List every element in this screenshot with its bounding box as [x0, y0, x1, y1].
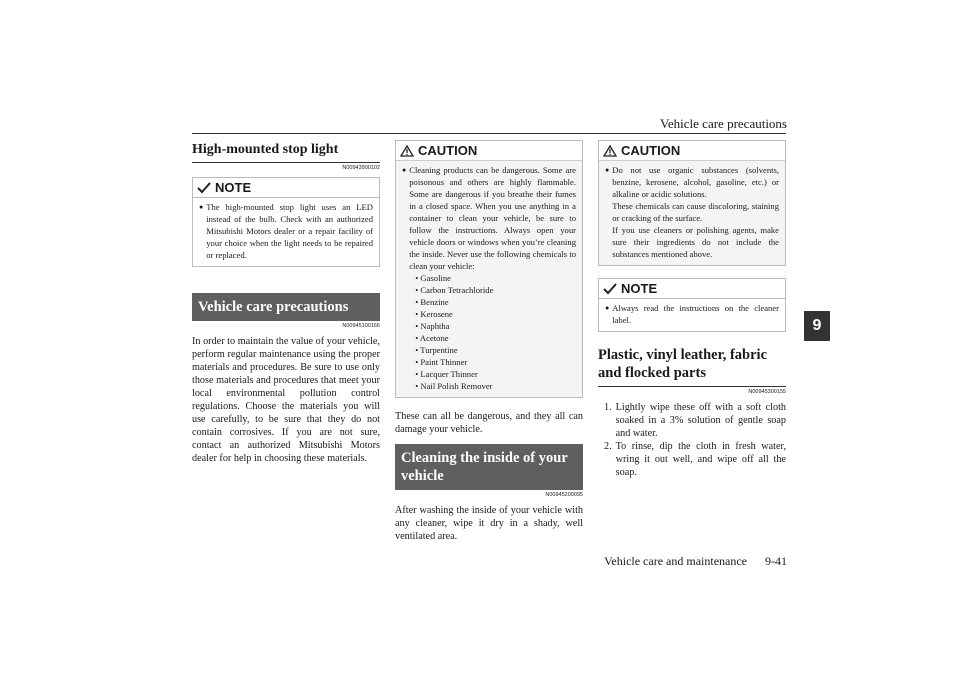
warning-triangle-icon — [603, 145, 617, 157]
chemical-item: • Nail Polish Remover — [415, 380, 576, 392]
page-footer — [604, 554, 787, 569]
note-title-label: NOTE — [215, 180, 252, 195]
step-item — [598, 440, 786, 479]
inside-heading: Cleaning the inside of your vehicle — [395, 444, 583, 490]
stop-light-heading: High-mounted stop light — [192, 140, 380, 163]
footer-section: Vehicle care and maintenance — [604, 554, 747, 568]
checkmark-icon — [197, 182, 211, 194]
page-number: 9-41 — [765, 554, 787, 568]
column-2 — [395, 140, 583, 551]
note-bullet — [605, 302, 779, 326]
plastic-steps — [598, 401, 786, 479]
bullet-icon: ● — [199, 203, 204, 211]
caution-title — [599, 141, 785, 161]
note-title-label: NOTE — [621, 281, 658, 296]
note-text: The high-mounted stop light uses an LED instead of the bulb. Check with an authorized Mitsubishi Motors dealer or a repair facility of your choice when the light needs to be repaired or replaced. — [206, 202, 373, 260]
note-box-stop-light — [192, 177, 380, 267]
warning-triangle-icon — [400, 145, 414, 157]
note-title — [599, 279, 785, 299]
chemical-item: • Paint Thinner — [415, 356, 576, 368]
checkmark-icon — [603, 283, 617, 295]
bullet-icon: ● — [605, 304, 610, 312]
step-number: 2. — [604, 441, 612, 453]
chemical-item: • Kerosene — [415, 308, 576, 320]
caution-box-cleaning — [395, 140, 583, 398]
note-title — [193, 178, 379, 198]
step-item — [598, 401, 786, 440]
chemical-item: • Benzine — [415, 296, 576, 308]
caution-title-label: CAUTION — [418, 143, 478, 158]
stop-light-code: N00943900102 — [342, 165, 380, 171]
after-caution-text: These can all be dangerous, and they all can damage your vehicle. — [395, 411, 583, 435]
step-number: 1. — [604, 402, 612, 414]
chemical-item: • Lacquer Thinner — [415, 368, 576, 380]
header-rule — [192, 133, 786, 134]
column-3 — [598, 140, 786, 479]
caution-box-organic — [598, 140, 786, 266]
column-1 — [192, 140, 380, 473]
care-heading: Vehicle care precautions — [192, 293, 380, 321]
plastic-code: N00945300155 — [748, 389, 786, 396]
inside-code: N00945200095 — [545, 492, 583, 499]
caution-text-2: These chemicals can cause discoloring, staining or cracking of the surface. — [612, 201, 779, 223]
caution-bullet — [605, 164, 779, 260]
inside-text: After washing the inside of your vehicle with any cleaner, wipe it dry in a shady, well ventilated area. — [395, 505, 583, 543]
chemical-item: • Naphtha — [415, 320, 576, 332]
bullet-icon: ● — [605, 166, 610, 174]
caution-text: Do not use organic substances (solvents, benzine, kerosene, alcohol, gasoline, etc.) or alkaline or acidic solutions. — [612, 165, 779, 199]
care-code: N00945100166 — [342, 323, 380, 330]
care-text: In order to maintain the value of your vehicle, perform regular maintenance using the proper materials and procedures. Be sure to use only those materials and procedures that meet your local environmental pollution control regulations. Choose the materials you will use carefully, to be sure that they do not contain corrosives. If you are not sure, contact an authorized Mitsubishi Motors dealer for help in choosing these materials. — [192, 336, 380, 465]
caution-text: Cleaning products can be dangerous. Some are poisonous and others are highly flammable. Some are dangerous if you breathe their fumes in a closed space. When you use anything in a container to clean your vehicle, be sure to follow the instructions. Always open your vehicle doors or windows when you’re cleaning the inside. Never use the following chemicals to clean your vehicle: — [409, 165, 576, 271]
step-text: To rinse, dip the cloth in fresh water, wring it out well, and wipe off all the soap. — [615, 441, 786, 479]
chemical-item: • Acetone — [415, 332, 576, 344]
step-text: Lightly wipe these off with a soft cloth soaked in a 3% solution of gentle soap and water. — [615, 402, 786, 440]
bullet-icon: ● — [402, 166, 407, 174]
chapter-tab: 9 — [804, 311, 830, 341]
chemicals-list — [409, 272, 576, 392]
caution-bullet — [402, 164, 576, 392]
chemical-item: • Turpentine — [415, 344, 576, 356]
note-box-cleaner — [598, 278, 786, 332]
chemical-item: • Carbon Tetrachloride — [415, 284, 576, 296]
caution-title — [396, 141, 582, 161]
note-text: Always read the instructions on the cleaner label. — [612, 303, 779, 325]
plastic-heading: Plastic, vinyl leather, fabric and flocked parts — [598, 344, 786, 387]
caution-text-3: If you use cleaners or polishing agents, make sure their ingredients do not include the substances mentioned above. — [612, 225, 779, 259]
caution-title-label: CAUTION — [621, 143, 681, 158]
note-bullet — [199, 201, 373, 261]
chemical-item: • Gasoline — [415, 272, 576, 284]
page-header-title: Vehicle care precautions — [659, 116, 787, 131]
